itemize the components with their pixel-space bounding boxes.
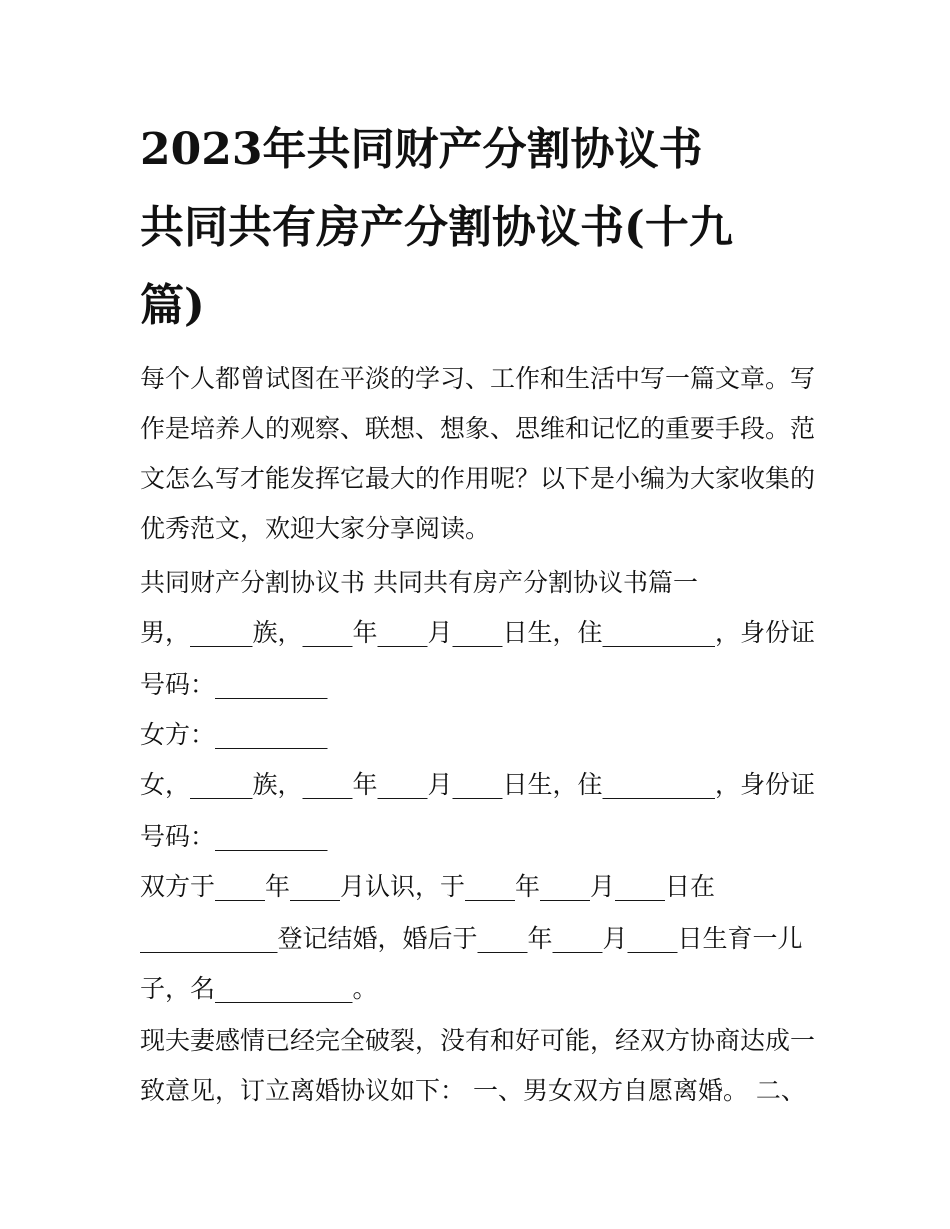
document-title-line-1: 2023年共同财产分割协议书 xyxy=(140,124,703,175)
document-title-line-2: 共同共有房产分割协议书(十九 xyxy=(140,202,733,253)
female-party-label: 女方：_________ xyxy=(140,720,328,749)
female-party-line: 女，_____族，____年____月____日生，住_________，身份证 xyxy=(140,770,816,799)
section-heading: 共同财产分割协议书 共同共有房产分割协议书篇一 xyxy=(140,568,698,597)
intro-line-3: 文怎么写才能发挥它最大的作用呢？以下是小编为大家收集的 xyxy=(140,464,816,493)
male-party-line: 男，_____族，____年____月____日生，住_________，身份证 xyxy=(140,618,816,647)
intro-line-4: 优秀范文，欢迎大家分享阅读。 xyxy=(140,514,491,543)
marriage-line-3: 子，名___________。 xyxy=(140,974,378,1003)
intro-line-2: 作是培养人的观察、联想、想象、思维和记忆的重要手段。范 xyxy=(140,414,816,443)
agreement-line-2: 致意见，订立离婚协议如下： 一、男女双方自愿离婚。 二、 xyxy=(140,1076,806,1105)
marriage-line-2: ___________登记结婚，婚后于____年____月____日生育一儿 xyxy=(140,924,803,953)
marriage-line-1: 双方于____年____月认识，于____年____月____日在 xyxy=(140,872,716,901)
female-id-line: 号码：_________ xyxy=(140,822,328,851)
document-title-line-3: 篇) xyxy=(140,280,205,331)
male-id-line: 号码：_________ xyxy=(140,670,328,699)
agreement-line-1: 现夫妻感情已经完全破裂，没有和好可能，经双方协商达成一 xyxy=(140,1026,816,1055)
intro-line-1: 每个人都曾试图在平淡的学习、工作和生活中写一篇文章。写 xyxy=(140,364,816,393)
